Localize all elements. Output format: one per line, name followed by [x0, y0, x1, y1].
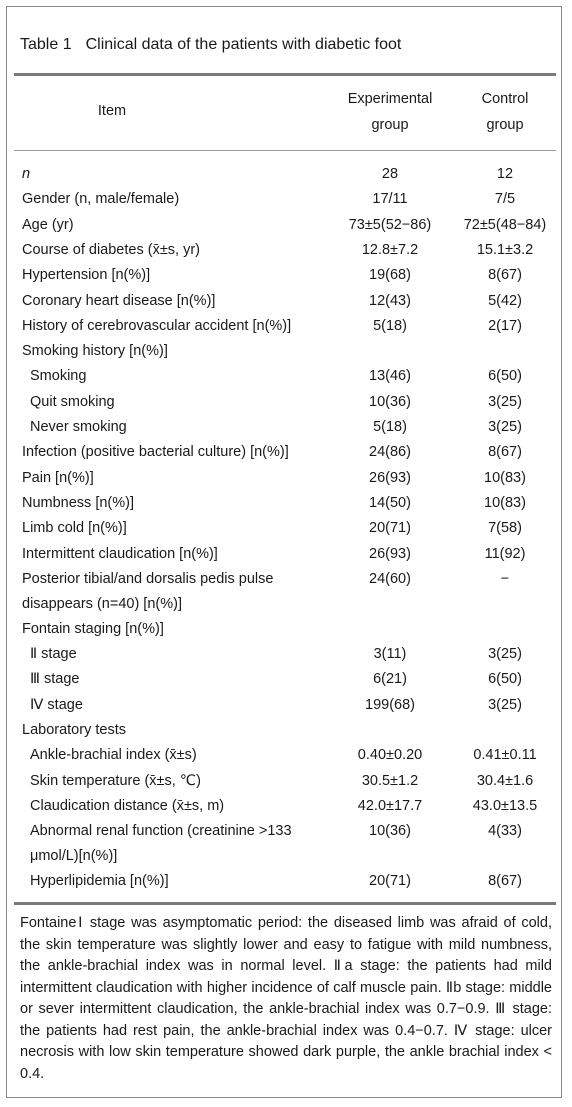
table-row — [0, 769, 572, 794]
row-experimental-value: 26(93) — [369, 545, 411, 562]
row-label: Numbness [n(%)] — [22, 494, 135, 511]
row-label: n — [22, 166, 31, 182]
row-experimental-value: 73±5(52−86) — [348, 216, 432, 233]
row-experimental-value: 26(93) — [369, 469, 411, 486]
table-row — [0, 263, 572, 288]
header-item: Item — [97, 103, 127, 119]
row-control-value: 8(67) — [488, 873, 522, 890]
table-row — [0, 364, 572, 389]
row-control-value: 3(25) — [488, 393, 522, 410]
table-row — [0, 667, 572, 692]
row-experimental-value: 30.5±1.2 — [361, 772, 419, 789]
row-label: Ankle-brachial index (x̄±s) — [30, 747, 197, 764]
row-control-value: 7/5 — [494, 191, 516, 208]
table-row — [0, 238, 572, 263]
header-experimental — [330, 86, 450, 138]
row-experimental-value: 5(18) — [373, 419, 407, 435]
row-control-value: 6(50) — [488, 671, 522, 688]
row-label: Laboratory tests — [22, 722, 126, 738]
row-label: Ⅲ stage — [30, 671, 80, 688]
header-control-line1: Control — [481, 91, 529, 107]
table-row — [0, 466, 572, 491]
row-label: Skin temperature (x̄±s, ℃) — [30, 772, 201, 789]
table-row — [0, 743, 572, 768]
row-label: Abnormal renal function (creatinine >133 μmol/L)[n(%)] — [30, 823, 292, 865]
row-label: Quit smoking — [30, 393, 115, 410]
table-row — [0, 289, 572, 314]
row-label: Coronary heart disease [n(%)] — [22, 292, 216, 309]
table-number: Table 1 — [20, 36, 72, 53]
header-experimental-line1: Experimental — [347, 91, 433, 107]
row-label: Limb cold [n(%)] — [22, 520, 127, 537]
row-label: Ⅳ stage — [30, 696, 83, 713]
row-experimental-value: 20(71) — [369, 520, 411, 537]
table-row — [0, 794, 572, 819]
row-control-value: 3(25) — [488, 646, 522, 663]
header-experimental-line2: group — [371, 117, 409, 133]
table-row — [0, 693, 572, 718]
row-label: Course of diabetes (x̄±s, yr) — [22, 241, 200, 258]
row-label: Smoking — [30, 368, 87, 385]
row-label: Ⅱ stage — [30, 646, 77, 663]
row-control-value: 2(17) — [488, 317, 522, 334]
row-experimental-value: 13(46) — [369, 368, 411, 385]
row-experimental-value: 0.40±0.20 — [357, 747, 423, 764]
table-row — [0, 819, 572, 869]
table-row — [0, 516, 572, 541]
row-control-value: − — [500, 570, 510, 587]
row-control-value: 4(33) — [488, 823, 522, 840]
header-control-line2: group — [486, 117, 524, 133]
row-label: Infection (positive bacterial culture) [n(%)] — [22, 444, 289, 461]
row-label: Posterior tibial/and dorsalis pedis pulse disappears (n=40) [n(%)] — [22, 570, 274, 612]
row-label: Age (yr) — [22, 216, 74, 233]
row-experimental-value: 20(71) — [369, 873, 411, 890]
row-control-value: 30.4±1.6 — [476, 772, 534, 789]
row-control-value: 6(50) — [488, 368, 522, 385]
table-row — [0, 339, 572, 364]
row-control-value: 15.1±3.2 — [476, 241, 534, 258]
row-experimental-value: 12(43) — [369, 292, 411, 309]
row-experimental-value: 24(60) — [369, 570, 411, 587]
table-row — [0, 567, 572, 617]
row-experimental-value: 14(50) — [369, 494, 411, 511]
table-title — [20, 36, 401, 54]
table-row — [0, 718, 572, 743]
row-experimental-value: 5(18) — [373, 317, 407, 334]
row-experimental-value: 17/11 — [372, 191, 408, 208]
row-control-value: 8(67) — [488, 267, 522, 284]
table-row — [0, 617, 572, 642]
row-control-value: 3(25) — [488, 419, 522, 435]
row-control-value: 12 — [496, 166, 514, 182]
row-label: Pain [n(%)] — [22, 469, 94, 486]
bottom-rule — [14, 902, 556, 905]
row-label: History of cerebrovascular accident [n(%)] — [22, 317, 292, 334]
row-label: Intermittent claudication [n(%)] — [22, 545, 218, 562]
row-experimental-value: 42.0±17.7 — [357, 797, 423, 814]
table-row — [0, 162, 572, 187]
top-rule — [14, 73, 556, 76]
row-control-value: 72±5(48−84) — [463, 216, 547, 233]
header-control — [455, 86, 555, 138]
table-row — [0, 542, 572, 567]
row-control-value: 11(92) — [484, 545, 526, 562]
row-label: Claudication distance (x̄±s, m) — [30, 797, 225, 814]
row-experimental-value: 28 — [381, 166, 399, 182]
table-row — [0, 187, 572, 212]
table-row — [0, 390, 572, 415]
row-experimental-value: 6(21) — [373, 671, 407, 688]
row-label: Never smoking — [30, 419, 127, 435]
header-rule — [14, 150, 556, 151]
row-label: Hypertension [n(%)] — [22, 267, 151, 284]
row-label: Fontain staging [n(%)] — [22, 620, 164, 637]
table-footnote: FontaineⅠ stage was asymptomatic period: the diseased limb was afraid of cold, the skin temperature was slightly lower and easy to fatigue with mild numbness, the ankle-brachial index was in normal level. Ⅱa stage: the patients had mild intermittent claudication with higher incidence of calf muscle pain. Ⅱb stage: middle or sever intermittent claudication, the ankle-brachial index was 0.7−0.9. Ⅲ stage: the patients had rest pain, the ankle-brachial index was 0.4−0.7. Ⅳ stage: ulcer necrosis with low skin temperature showed dark purple, the ankle brachial index < 0.4. — [20, 915, 552, 1082]
table-row — [0, 491, 572, 516]
table-row — [0, 642, 572, 667]
row-experimental-value: 10(36) — [369, 393, 411, 410]
row-experimental-value: 24(86) — [369, 444, 411, 461]
table-row — [0, 869, 572, 894]
row-control-value: 5(42) — [488, 292, 522, 309]
row-label: Hyperlipidemia [n(%)] — [30, 873, 169, 890]
table-row — [0, 440, 572, 465]
row-label: Smoking history [n(%)] — [22, 343, 168, 360]
row-control-value: 3(25) — [488, 696, 522, 713]
table-row — [0, 213, 572, 238]
row-experimental-value: 12.8±7.2 — [361, 241, 419, 258]
row-control-value: 10(83) — [484, 469, 526, 486]
row-control-value: 8(67) — [488, 444, 522, 461]
table-caption: Clinical data of the patients with diabetic foot — [85, 36, 402, 53]
row-control-value: 0.41±0.11 — [473, 747, 537, 764]
row-control-value: 10(83) — [484, 494, 526, 511]
row-experimental-value: 199(68) — [365, 696, 415, 713]
row-label: Gender (n, male/female) — [22, 191, 180, 208]
row-control-value: 43.0±13.5 — [472, 797, 538, 814]
row-experimental-value: 19(68) — [369, 267, 411, 284]
table-row — [0, 314, 572, 339]
row-control-value: 7(58) — [488, 520, 522, 537]
table-row — [0, 415, 572, 440]
row-experimental-value: 10(36) — [369, 823, 411, 840]
row-experimental-value: 3(11) — [373, 646, 407, 663]
